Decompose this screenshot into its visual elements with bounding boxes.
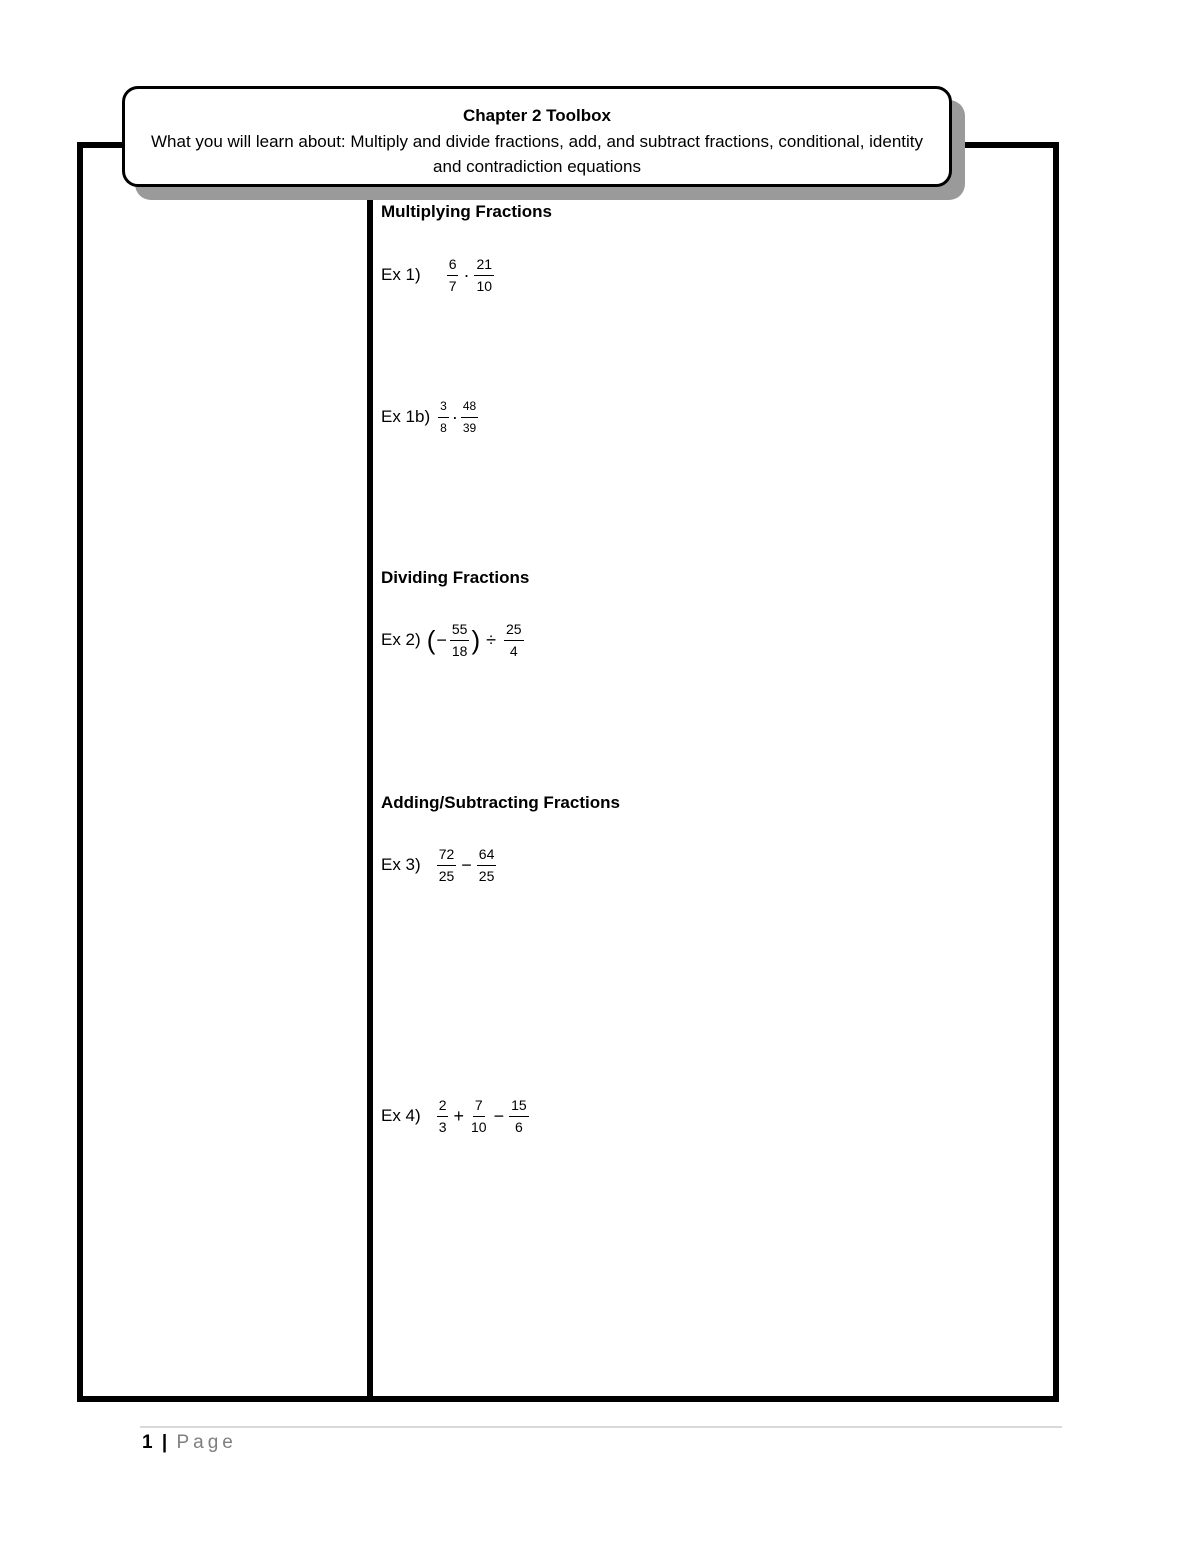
add-operator: + — [453, 1105, 464, 1126]
heading-multiplying-fractions: Multiplying Fractions — [381, 202, 552, 221]
worksheet-frame — [77, 142, 1059, 1402]
denominator: 4 — [509, 642, 518, 659]
numerator: 64 — [477, 846, 497, 866]
example-label: Ex 1) — [381, 265, 421, 284]
numerator: 6 — [447, 256, 459, 276]
example-4 — [381, 1091, 531, 1141]
denominator: 25 — [438, 867, 455, 884]
fraction — [509, 1097, 529, 1136]
numerator: 72 — [437, 846, 457, 866]
numerator: 15 — [509, 1097, 529, 1117]
page-footer — [142, 1432, 237, 1454]
left-parenthesis: ( — [426, 624, 436, 655]
fraction — [461, 398, 478, 437]
denominator: 25 — [478, 867, 495, 884]
page-word: Page — [176, 1432, 237, 1453]
example-label: Ex 4) — [381, 1106, 421, 1125]
example-label: Ex 1b) — [381, 407, 431, 426]
denominator: 10 — [476, 277, 493, 294]
fraction — [438, 398, 449, 437]
footer-rule — [140, 1426, 1062, 1428]
multiply-operator: · — [451, 406, 458, 427]
denominator: 6 — [514, 1118, 523, 1135]
column-divider — [367, 142, 373, 1402]
page-number: 1 — [142, 1432, 153, 1453]
subtract-operator: − — [493, 1105, 505, 1126]
denominator: 3 — [438, 1118, 447, 1135]
numerator: 25 — [504, 621, 524, 641]
example-3 — [381, 840, 498, 890]
numerator: 7 — [473, 1097, 485, 1117]
denominator: 10 — [471, 1118, 487, 1135]
denominator: 18 — [451, 642, 468, 659]
fraction — [469, 1097, 489, 1136]
numerator: 21 — [474, 256, 494, 276]
chapter-title: Chapter 2 Toolbox — [463, 106, 611, 125]
multiply-operator: · — [463, 264, 470, 285]
fraction — [437, 1097, 449, 1136]
fraction — [504, 621, 524, 660]
example-label: Ex 3) — [381, 855, 421, 874]
heading-dividing-fractions: Dividing Fractions — [381, 568, 530, 587]
denominator: 8 — [440, 420, 447, 435]
heading-adding-subtracting-fractions: Adding/Subtracting Fractions — [381, 793, 620, 812]
denominator: 39 — [462, 420, 477, 435]
fraction — [474, 256, 494, 295]
example-2 — [381, 615, 526, 665]
divide-operator: ÷ — [486, 629, 497, 650]
negative-sign: − — [436, 629, 447, 650]
right-parenthesis: ) — [471, 624, 481, 655]
fraction — [450, 621, 470, 660]
numerator: 2 — [437, 1097, 449, 1117]
footer-separator: | — [161, 1432, 168, 1453]
subtract-operator: − — [461, 854, 472, 875]
numerator: 48 — [461, 398, 478, 418]
denominator: 7 — [448, 277, 457, 294]
numerator: 3 — [438, 398, 449, 418]
example-1 — [381, 250, 496, 300]
example-1b — [381, 392, 480, 442]
fraction — [447, 256, 459, 295]
fraction — [437, 846, 457, 885]
numerator: 55 — [450, 621, 470, 641]
fraction — [477, 846, 497, 885]
chapter-banner — [122, 86, 952, 187]
chapter-objectives: What you will learn about: Multiply and divide fractions, add, and subtract fractions, conditional, identity and contradiction equations — [150, 132, 924, 176]
example-label: Ex 2) — [381, 630, 421, 649]
